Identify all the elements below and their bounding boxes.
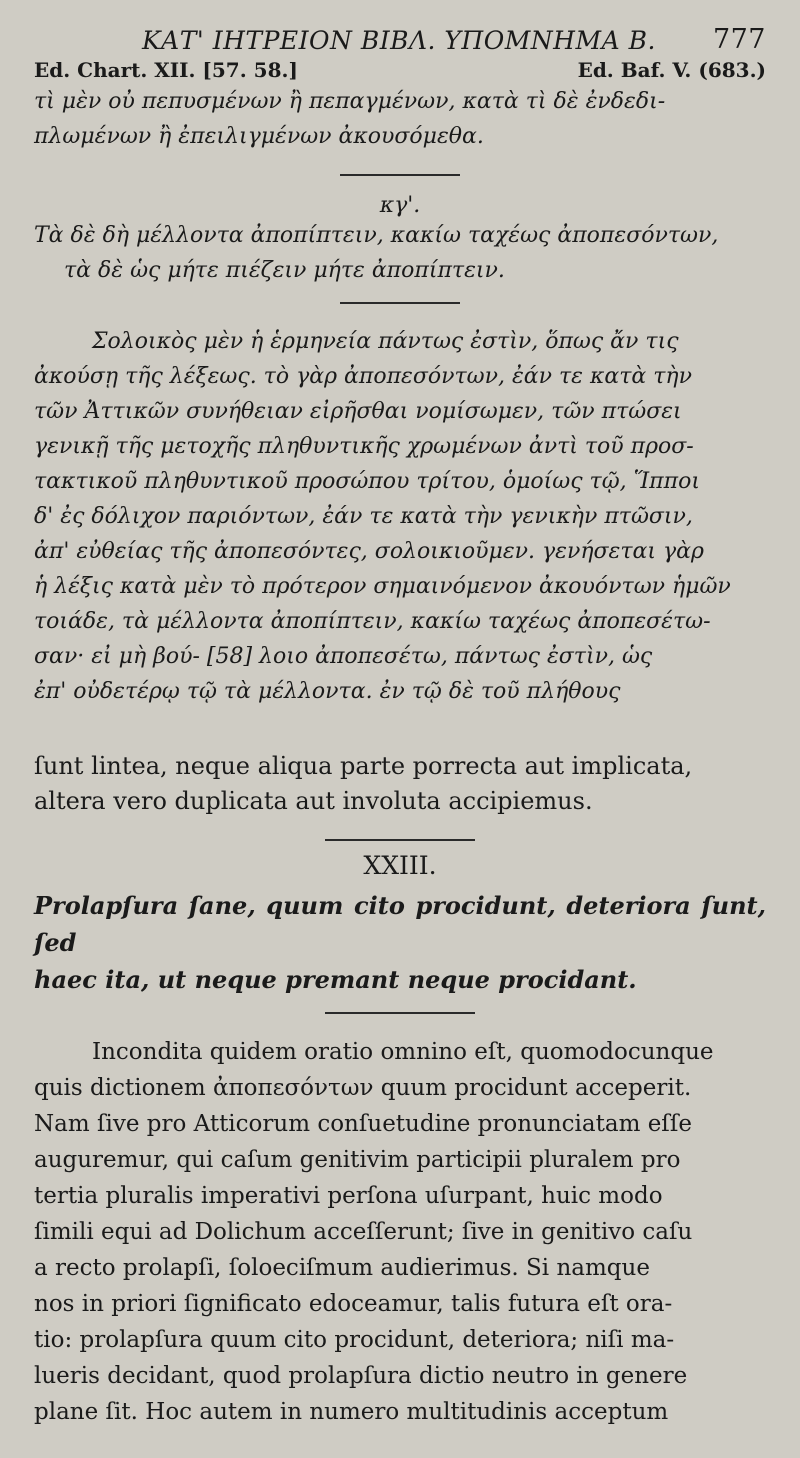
greek-commentary-line: σαν· εἰ μὴ βού- [58] λοιο ἀποπεσέτω, πάντως ἐστὶν, ὡς (34, 644, 653, 669)
running-title: ΚΑΤ' ΙΗΤΡΕΙΟΝ ΒΙΒΛ. ΥΠΟΜΝΗΜΑ Β. (142, 26, 656, 55)
latin-section-number: XXIII. (363, 851, 437, 880)
edition-basel: Ed. Baf. V. (683.) (577, 58, 766, 82)
page-number: 777 (712, 24, 766, 55)
latin-commentary-line: tertia pluralis imperativi perſona uſurpant, huic modo (34, 1183, 663, 1209)
greek-commentary (34, 324, 766, 709)
edition-reference (34, 56, 766, 84)
greek-lemma (34, 218, 766, 288)
latin-commentary-line: ſimili equi ad Dolichum acceſſerunt; ſive in genitivo caſu (34, 1219, 693, 1245)
greek-lemma-line: Τὰ δὲ δὴ μέλλοντα ἀποπίπτειν, κακίω ταχέως ἀποπεσόντων, (34, 223, 719, 248)
latin-commentary-line: Nam ſive pro Atticorum conſuetudine pronunciatam eſſe (34, 1111, 692, 1137)
greek-commentary-line: ἀκούσῃ τῆς λέξεως. τὸ γὰρ ἀποπεσόντων, ἐάν τε κατὰ τὴν (34, 364, 692, 389)
latin-commentary-line: Incondita quidem oratio omnino eſt, quomodocunque (92, 1039, 714, 1065)
latin-commentary-line: a recto prolapſi, ſoloeciſmum audierimus. Si namque (34, 1255, 650, 1281)
latin-opening (34, 749, 766, 819)
latin-commentary-line: plane ſit. Hoc autem in numero multitudinis acceptum (34, 1399, 669, 1425)
greek-opening-line: πλωμένων ἢ ἐπειλιγμένων ἀκουσόμεθα. (34, 124, 484, 149)
latin-opening-line: ſunt lintea, neque aliqua parte porrecta aut implicata, (34, 752, 693, 780)
latin-commentary-line: lueris decidant, quod prolapſura dictio neutro in genere (34, 1363, 688, 1389)
greek-commentary-line: ἀπ' εὐθείας τῆς ἀποπεσόντες, σολοικιοῦμεν. γενήσεται γὰρ (34, 539, 704, 564)
section-divider (340, 174, 460, 176)
greek-commentary-line: ἡ λέξις κατὰ μὲν τὸ πρότερον σημαινόμενον ἀκουόντων ἡμῶν (34, 574, 731, 599)
edition-chartier: Ed. Chart. XII. [57. 58.] (34, 58, 298, 82)
greek-opening (34, 84, 766, 154)
greek-commentary-line: δ' ἐς δόλιχον παριόντων, ἐάν τε κατὰ τὴν γενικὴν πτῶσιν, (34, 504, 693, 529)
latin-lemma-line: haec ita, ut neque premant neque procidant. (34, 965, 637, 994)
latin-commentary-line: nos in priori ſignificato edoceamur, talis futura eſt ora- (34, 1291, 673, 1317)
latin-commentary-line: auguremur, qui caſum genitivim participii pluralem pro (34, 1147, 681, 1173)
greek-commentary-line: ἐπ' οὐδετέρῳ τῷ τὰ μέλλοντα. ἐν τῷ δὲ τοῦ πλήθους (34, 679, 621, 704)
greek-commentary-line: Σολοικὸς μὲν ἡ ἑρμηνεία πάντως ἐστὶν, ὅπως ἄν τις (92, 329, 679, 354)
greek-lemma-line: τὰ δὲ ὡς μήτε πιέζειν μήτε ἀποπίπτειν. (64, 258, 505, 283)
greek-opening-line: τὶ μὲν οὐ πεπυσμένων ἢ πεπαγμένων, κατὰ τὶ δὲ ἐνδεδι- (34, 89, 666, 114)
running-head (34, 22, 766, 56)
greek-commentary-line: τῶν Ἀττικῶν συνήθειαν εἰρῆσθαι νομίσωμεν, τῶν πτώσει (34, 399, 682, 424)
latin-lemma (34, 887, 766, 998)
section-divider (325, 839, 475, 841)
greek-section-number: κγ'. (379, 193, 421, 218)
latin-opening-line: altera vero duplicata aut involuta accipiemus. (34, 787, 593, 815)
latin-commentary-line: tio: prolapſura quum cito procidunt, deteriora; niſi ma- (34, 1327, 675, 1353)
greek-commentary-line: γενικῇ τῆς μετοχῆς πληθυντικῆς χρωμένων ἀντὶ τοῦ προσ- (34, 434, 694, 459)
greek-commentary-line: τοιάδε, τὰ μέλλοντα ἀποπίπτειν, κακίω ταχέως ἀποπεσέτω- (34, 609, 711, 634)
greek-commentary-line: τακτικοῦ πληθυντικοῦ προσώπου τρίτου, ὁμοίως τῷ, Ἵπποι (34, 469, 700, 494)
latin-lemma-line: Prolapſura ſane, quum cito procidunt, deteriora ſunt, ſed (34, 891, 766, 957)
latin-commentary-line: quis dictionem ἀποπεσόντων quum procidunt acceperit. (34, 1075, 692, 1101)
latin-commentary (34, 1034, 766, 1430)
